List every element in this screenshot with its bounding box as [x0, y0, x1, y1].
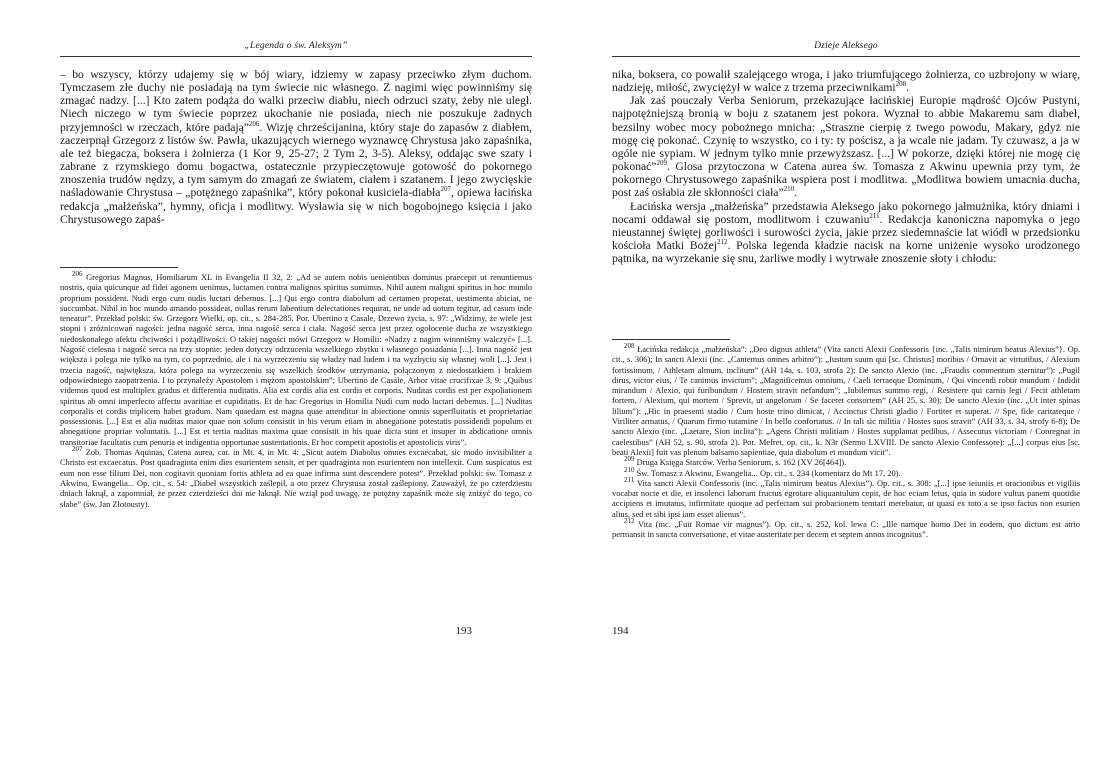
footnote-ref: 212: [716, 238, 728, 247]
footnote: $^{210}$ Św. Tomasz z Akwinu, Ewangelia... Op. cit., s. 234 (komentarz do Mt 17, 20).: [624, 465, 901, 478]
footnote-ref: 208: [895, 80, 907, 89]
footnote: $^{211}$ Vita sancti Alexii Confessoris (inc. „Talis nimirum beatus Alexius”). Op. cit., s. 308: „[...] ipse ieiuniis et oracionibus et vigiliis vocabat nocte et die, et insolenci laborum fructus egrotare aliquantulum cepit, de hoc eciam letus, quia in sudore vultus panem quotidie accipiens et imutatus, infirmitate quoque ad perfectam sui probacionem temtari merebatur, ut quasi ex toto a se ipso factus non esurien alius, sed et sibi ipsi iam esset alienus”.: [612, 476, 1081, 519]
left-paragraph: – bo wszyscy, którzy udajemy się w bój wiary, idziemy w zapasy przeciwko złym duchom. Tymczasem złe duchy nie posiadają na tym świecie nic własnego. Z nagimi więc powinniśmy się zmagać nadzy. [...] Kto zatem podąża do walki przeciw diabłu, niech odrzuci szaty, żeby nie uległ. Niech niczego w tym świecie poprzez ukochanie nie posiada, niech nie poszukuje żadnych przyjemności w rzeczach, które padają”$^{206}$. Wizję chrześcijanina, który staje do zapasów z diabłem, zaczerpnął Grzegorz z listów św. Pawła, ukazujących wiernego wyznawcę Chrystusa jako zapaśnika, ale też biegacza, boksera i żołnierza (1 Kor 9, 25-27; 2 Tym 2, 3-5). Aleksy, oddając swe szaty i zabrane z rzymskiego domu bogactwa, ostatecznie przypieczętowuje gotowość do pokornego znoszenia trudów nędzy, a tym samym do zmagań ze światem, ciałem i szatanem. I jego zwycięskie naśladowanie Chrystusa – „potężnego zapaśnika”, który pokonał kusiciela-diabła$^{207}$, opiewa łacińska redakcja „małżeńska”, hymny, oficja i modlitwy. Wysławia się w nich bogobojnego księcia i jako Chrystusowego zapaś-: [60, 68, 532, 226]
right-paragraph: nika, boksera, co powalił szalejącego wroga, i jako triumfującego żołnierza, co uzbrojony w wiarę, nadzieję, miłość, zwyciężył w walce z trzema przeciwnikami$^{208}$.: [612, 68, 1080, 95]
page-number: 193: [455, 625, 472, 637]
footnote-ref: 206: [248, 119, 260, 128]
left-footnotes: [60, 272, 532, 509]
right-paragraph: Jak zaś pouczały Verba Seniorum, przekazujące łacińskiej Europie mądrość Ojców Pustyni, najpotężniejszą bronią w boju z szatanem jest pokora. Wyznał to abbie Makaremu sam diabeł, bezsilny wobec mocy pobożnego mnicha: „Straszne cierpię z twego powodu, Makary, gdyż nie mogę cię pokonać. Czynię to wszystko, co i ty: ty pościsz, a ja wcale nie jadam. Ty czuwasz, a ja w ogóle nie sypiam. W jednym tylko mnie przewyższasz. [...] W pokorze, dzięki której nie mogę cię pokonać”$^{209}$. Glosa przytoczona w Catena aurea św. Tomasza z Akwinu upewnia przy tym, że pokornego Chrystusowego zapaśnika wspiera post i modlitwa. „Modlitwa bowiem umacnia ducha, post zaś osłabia złe skłonności ciała”$^{210}$.: [612, 94, 1080, 200]
footnote: $^{209}$ Druga Księga Starców. Verba Seniorum, s. 162 (XV 26[464]).: [624, 455, 847, 468]
right-footnotes: [612, 344, 1080, 540]
left-page: [60, 0, 532, 777]
footnote: $^{212}$ Vita (inc. „Fuit Romae vir magnus”). Op. cit., s. 252, kol. lewa C: „Ille namque homo Dei in eodem, quo dictum est atrio permansit in sancta conversatione, et vitae austeritate per decem et septem annos incognitus”.: [612, 517, 1081, 540]
right-paragraph: Łacińska wersja „małżeńska” przedstawia Aleksego jako pokornego jałmużnika, który dniami i nocami oddawał się postom, modlitwom i czuwaniu$^{211}$. Redakcja kanoniczna napomyka o jego nieustannej świętej gorliwości i surowości życia, jakie przez siedemnaście lat wiódł w przedsionku kościoła Matki Bożej$^{212}$. Polska legenda kładzie nacisk na korne uniżenie wysoko urodzonego pątnika, na wyrzekanie się snu, żarliwe modły i wytrwałe znoszenie słoty i chłodu:: [612, 199, 1080, 266]
footnote-rule: [60, 267, 178, 268]
footnote-ref: 207: [440, 185, 451, 194]
left-body-text: [60, 68, 532, 226]
footnote-ref: 209: [656, 159, 667, 168]
right-page: [612, 0, 1080, 777]
footnote: $^{206}$ Gregorius Magnus, Homiliarum XL in Evangelia II 32, 2: „Ad se autem nobis uenientibus dominus praecepit ut renuntiemus nostris, quia quicunque ad fidei agonem uenimus, luctamen contra malignos spiritus sumimus. Nihil autem maligni spiritus in hoc mundo proprium possident. Nudi ergo cum nudis luctari debemus. [...] Qui ergo contra diabolum ad certamen properat, uestimenta abiciat, ne succumbat. Nihil in hoc mundo amando possideat, nullas rerum labentium delectationes requirat, ne unde ad uotum tegitur, ad casum inde teneatur”. Przekład polski: św. Grzegorz Wielki, op. cit., s. 284-285. Por. Ubertino z Casale, Drzewo życia, s. 97: „Widzimy, że wiele jest stopni i zróżnicowań nagości: jedna nagość serca, inna nagość serca i ciała. Nagość serca jest przez ogołocenie ducha ze wszystkiego niedoskonałego afektu chciwości i pożądliwości. O takiej nagości mówi Grzegorz w Homilii: «Nadzy z nagim winnniśmy walczyć» [...]. Nagość cielesna i nagość serca na trzy stopnie: jeden dotyczy odrzucenia wszelkiego zbytku i własnego posiadania [...]. Inna nagość jest większa i polega nie tylko na tym, co poprzednio, ale i na wyrzeczeniu się władzy nad ludem i na wyzbyciu się własnej woli [...]. Jest i trzecia nagość, największa, która polega na wyrzeczeniu się wszelkich środków utrzymania, połączonym z niedostatkiem i brakiem odpowiedniego zaopatrzenia. I to przynależy Apostołom i mężom apostolskim”; Ubertino de Casale, Arbor vitae crucifixae 3, 9: „Quibus videmus quod est multiplex gradus et differentia nuditatis. Alia est cordis alia est cordis et corporis. Nuditas cordis est per expoliationem spiritus ab omni imperfecto affectu avaritiae et cupiditatis. Et de hac Gregorius in Homilia Nudi cum nudo luctari debemus. [...] Nuditas corporalis et cordis triplicem habet gradum. Nam quaedam est magna quae attenditur in abiectione omnis superfluitatis et proprietariae possessionis. [...] Est et alia nuditas maior quae non solum consistit in his verum etiam in abnegatione potestatis possidendi populum et abnegatione propriae voluntatis. [...] Est et tertia nuditas maxima quae consistit in his quae dicta sunt et insuper in abdicatione omnis transitoriae facultatis cum penuria et indigentia opportunae sustentationis. Et hoc competit apostolis et apostolicis viris”.: [60, 270, 532, 447]
running-head-right: Dzieje Aleksego: [612, 41, 1080, 57]
footnote-rule: [612, 339, 730, 340]
footnote-ref: 211: [869, 211, 880, 220]
running-head-left: „Legenda o św. Aleksym”: [60, 41, 532, 57]
right-body-text: [612, 68, 1080, 265]
footnote: $^{207}$ Zob. Thomas Aquinas, Catena aurea, cat. in Mt. 4, in Mt. 4: „Sicut autem Diabolus omnes excaecabat, sic modo invisibiliter a Christo est excaecatus. Post quadraginta enim dies esurientem sensit, et per quadraginta non esurientem non intellexit. Cum suspicatus est eum non esse filium Dei, non cogitavit quoniam fortis athleta ad ea quae infirma sunt descendere potest”. Przekład polski: św. Tomasz z Akwinu, Ewangelia... Op. cit., s. 54: „Diabeł wszystkich zaślepił, a oto przez Chrystusa został zaślepiony. Zauważył, że po czterdziestu dniach łaknął, a zapomniał, że przez czterdzieści dni nie łaknął. Nie wziął pod uwagę, że potężny zapaśnik może się zniżyć do tego, co słabe” (św. Jan Złotousty).: [60, 445, 533, 509]
footnote-ref: 210: [783, 185, 795, 194]
page-number: 194: [612, 625, 629, 637]
footnote: $^{208}$ Łacińska redakcja „małżeńska”: „Deo dignus athleta” (Vita sancti Alexii Confessoris {inc. „Talis nimirum beatus Alexius”}. Op. cit., s. 306); In sancti Alexii (inc. „Cantemus omnes arbitro”): „Iustum suum qui [sc. Christus] moribus / Ornavit ac virtutibus, / Alexium fortissimum, / Athletam almum, inclitum” (AH 14a, s. 103, strofa 2); De sancto Alexio (inc. „Fraudis commentum sternitur”): „Pugil dirus, victor eius, / Te canimus invictum”; „Magnificemus omnium, / Caeli terraeque Dominum, / Qui vincendi robur mundum / Indidit mirandum / Alexio, qui furibundum / Hostem stravit nefandum”; „Iubilemus summo regi, / Resistere qui carnis legi / Fecit athletam fortem, / Alexium, qui mortem / Sprevit, ut angelorum / Se faceret consortem” (AH 25, s. 30); De sancto Alexio (inc. „Ut inter spinas lilium”): „Hic in praesenti stadio / Cum hoste trino dimicat, / Accinctus Christi gladio / Fortiter et superat. // Spe, fide caritateque / Viriliter armatus, / Quarum firmo tutamine / In bello confortatus. // In tali sic militia / Hostes suos stravit” (AH 33, s. 34, strofy 6-8); De sancto Alexio (inc. „Laetare, Sion inclita”): „Agens Christi militiam / Hostes supplantat pedibus, / Assecutus victoriam / Conregnat in caelestibus” (AH 52, s. 90, strofa 2). Por. Mefret, op. cit., k. N3r (Sermo LXVIII. De sancto Alexio Confessore): „[...] corpus eius [sc. beati Alexii] fuit vas plenum balsamo sapientiae, quia diabolum et mundum vicit”.: [612, 342, 1081, 457]
